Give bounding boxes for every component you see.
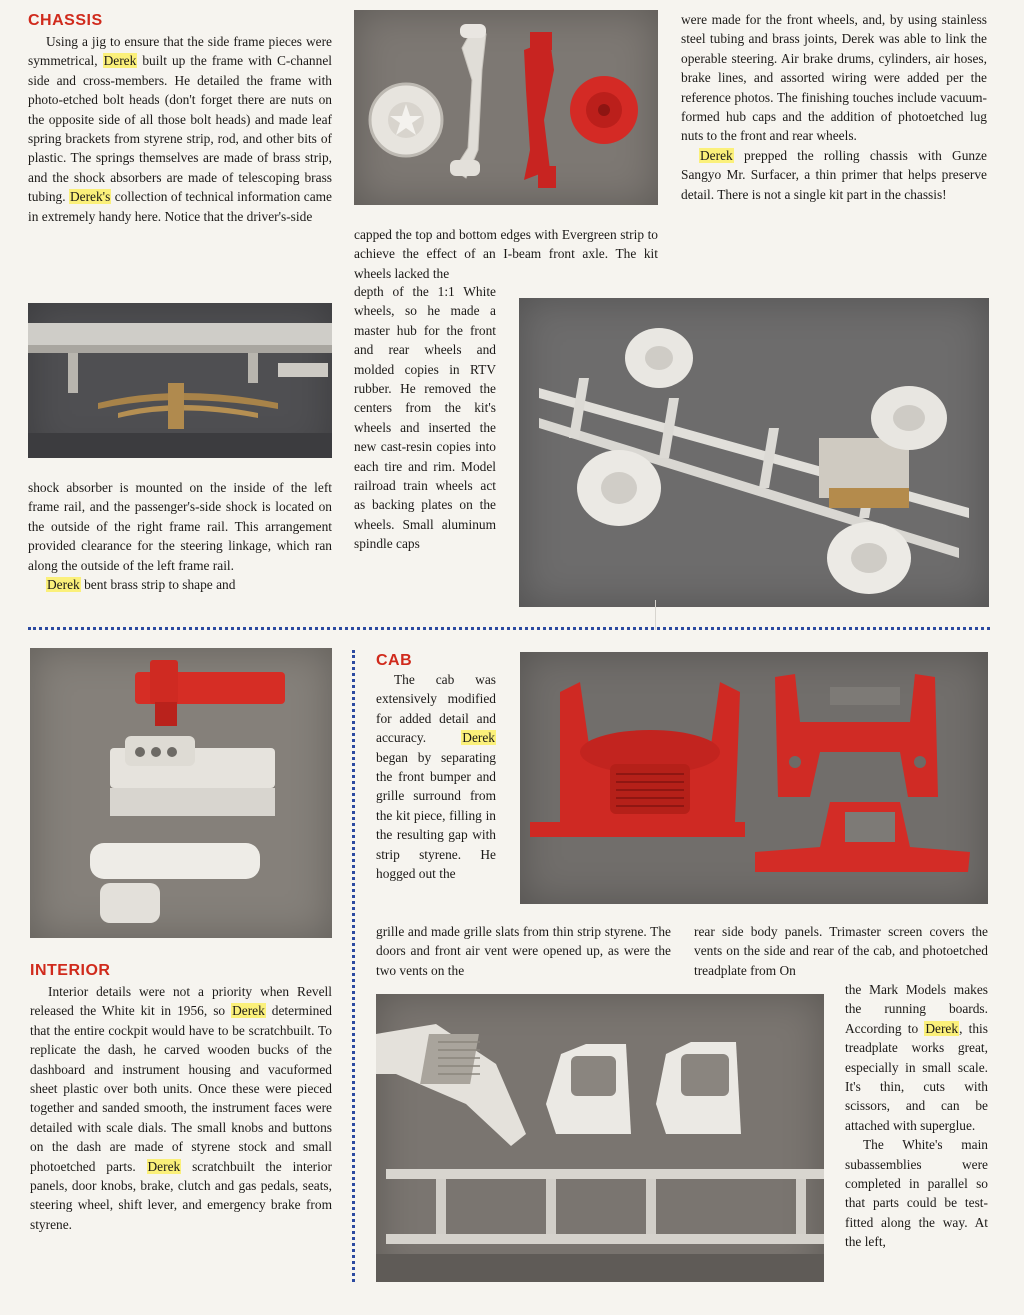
section-divider-horizontal [28, 627, 990, 630]
cab-column-right-narrow [845, 980, 988, 1252]
highlighted-name: Derek [232, 1003, 265, 1019]
axle-wheels-illustration [354, 10, 658, 205]
chassis-column-1-top [28, 32, 332, 226]
highlighted-name: Derek's [69, 189, 111, 205]
cab-red-parts-illustration [520, 652, 988, 904]
photo-cab-red-parts [520, 652, 988, 904]
interior-paragraph-1: Interior details were not a priority when Revell released the White kit in 1956, so Derek determined that the entire cockpit would have to be scratchbuilt. To replicate the dash, he carved wooden bucks of the dashboard and instrument housing and vacuformed sheet plastic over both units. Once these were pieced together and sanded smooth, the instrument faces were detailed with scale dials. The small knobs and buttons on the dash are made of styrene stock and small photoetched parts. Derek scratchbuilt the interior panels, door knobs, brake, clutch and gas pedals, seats, steering wheel, shift lever, and emergency brake from styrene. [30, 984, 332, 1232]
cab-column-wide [376, 922, 671, 980]
cab-paragraph-1-continued-right: rear side body panels. Trimaster screen covers the vents on the side and rear of the cab, and photoetched treadplate from On [694, 924, 988, 978]
photo-axle-and-wheels [354, 10, 658, 205]
chassis-paragraph-3: Derek prepped the rolling chassis with Gunze Sangyo Mr. Surfacer, a thin primer that helps preserve detail. There is not a single kit part in the chassis! [681, 147, 987, 202]
page-gutter-mark [655, 600, 656, 630]
section-divider-vertical [352, 650, 355, 1282]
highlighted-name: Derek [700, 147, 733, 163]
interior-column [30, 982, 332, 1234]
chassis-paragraph-2-continued-narrow: depth of the 1:1 White wheels, so he made a master hub for the front and rear wheels and molded copies in RTV rubber. He removed the centers from the kit's wheels and inserted the new cast-resin copies into each tire and rim. Model railroad train wheels act as backing plates on the wheels. Small aluminum spindle caps [354, 284, 496, 552]
interior-parts-illustration [30, 648, 332, 938]
cab-doors-illustration [376, 994, 824, 1282]
chassis-paragraph-1-continued: shock absorber is mounted on the inside of the left frame rail, and the passenger's-side shock is located on the outside of the right frame rail. This arrangement provided clearance for the steering linkage, which ran along the outside of the left frame rail. [28, 480, 332, 573]
cab-paragraph-1-continued: grille and made grille slats from thin strip styrene. The doors and front air vent were opened up, as were the two vents on the [376, 924, 671, 978]
highlighted-name: Derek [462, 730, 495, 746]
photo-cab-doors-and-running-boards [376, 994, 824, 1282]
highlighted-name: Derek [147, 1158, 181, 1174]
photo-leaf-spring-frame [28, 303, 332, 458]
cab-column-right-top [694, 922, 988, 980]
chassis-paragraph-2-continued: capped the top and bottom edges with Evergreen strip to achieve the effect of an I-beam front axle. The kit wheels lacked the [354, 227, 658, 281]
rolling-chassis-illustration [519, 298, 989, 607]
chassis-column-1-bottom [28, 478, 332, 594]
leaf-spring-illustration [28, 303, 332, 458]
chassis-column-3 [681, 10, 987, 204]
chassis-column-2-narrow [354, 282, 496, 554]
chassis-paragraph-1: Using a jig to ensure that the side frame pieces were symmetrical, Derek built up the frame with C-channel side and cross-members. He detailed the frame with photo-etched bolt heads (don't forget there are nuts on the opposite side of all those bolt heads) and made leaf spring brackets from styrene strip, rod, and other bits of plastic. The springs themselves are made of brass strip, and the shock absorbers are made of telescoping brass tubing. Derek's collection of technical information came in extremely handy here. Notice that the driver's-side [28, 34, 333, 224]
section-heading-cab: CAB [376, 652, 413, 669]
section-heading-chassis: CHASSIS [28, 12, 103, 29]
highlighted-name: Derek [47, 577, 80, 593]
chassis-column-2-top [354, 225, 658, 283]
cab-column-narrow [376, 670, 496, 883]
chassis-paragraph-2: Derek bent brass strip to shape and [47, 577, 236, 593]
cab-paragraph-1: The cab was extensively modified for added detail and accuracy. Derek began by separating the front bumper and grille surround from the kit piece, filling in the resulting gap with strip styrene. He hogged out the [376, 672, 496, 882]
chassis-paragraph-2-end: were made for the front wheels, and, by using stainless steel tubing and brass joints, Derek was able to link the operable steering. Air brake drums, cylinders, air hoses, brake lines, and assorted wiring were added per the reference photos. The finishing touches include vacuum-formed hub caps and the addition of photoetched lug nuts to the front and rear wheels. [681, 12, 987, 144]
photo-interior-parts [30, 648, 332, 938]
section-heading-interior: INTERIOR [30, 962, 111, 979]
cab-paragraph-2: The White's main subassemblies were completed in parallel so that parts could be test-fitted along the way. At the left, [845, 1137, 988, 1250]
highlighted-name: Derek [103, 53, 137, 69]
photo-rolling-chassis [519, 298, 989, 607]
highlighted-name: Derek [925, 1020, 959, 1036]
cab-paragraph-1-end: the Mark Models makes the running boards. According to Derek, this treadplate works great, especially in small scale. It's thin, cuts with scissors, and can be attached with superglue. [845, 982, 988, 1133]
